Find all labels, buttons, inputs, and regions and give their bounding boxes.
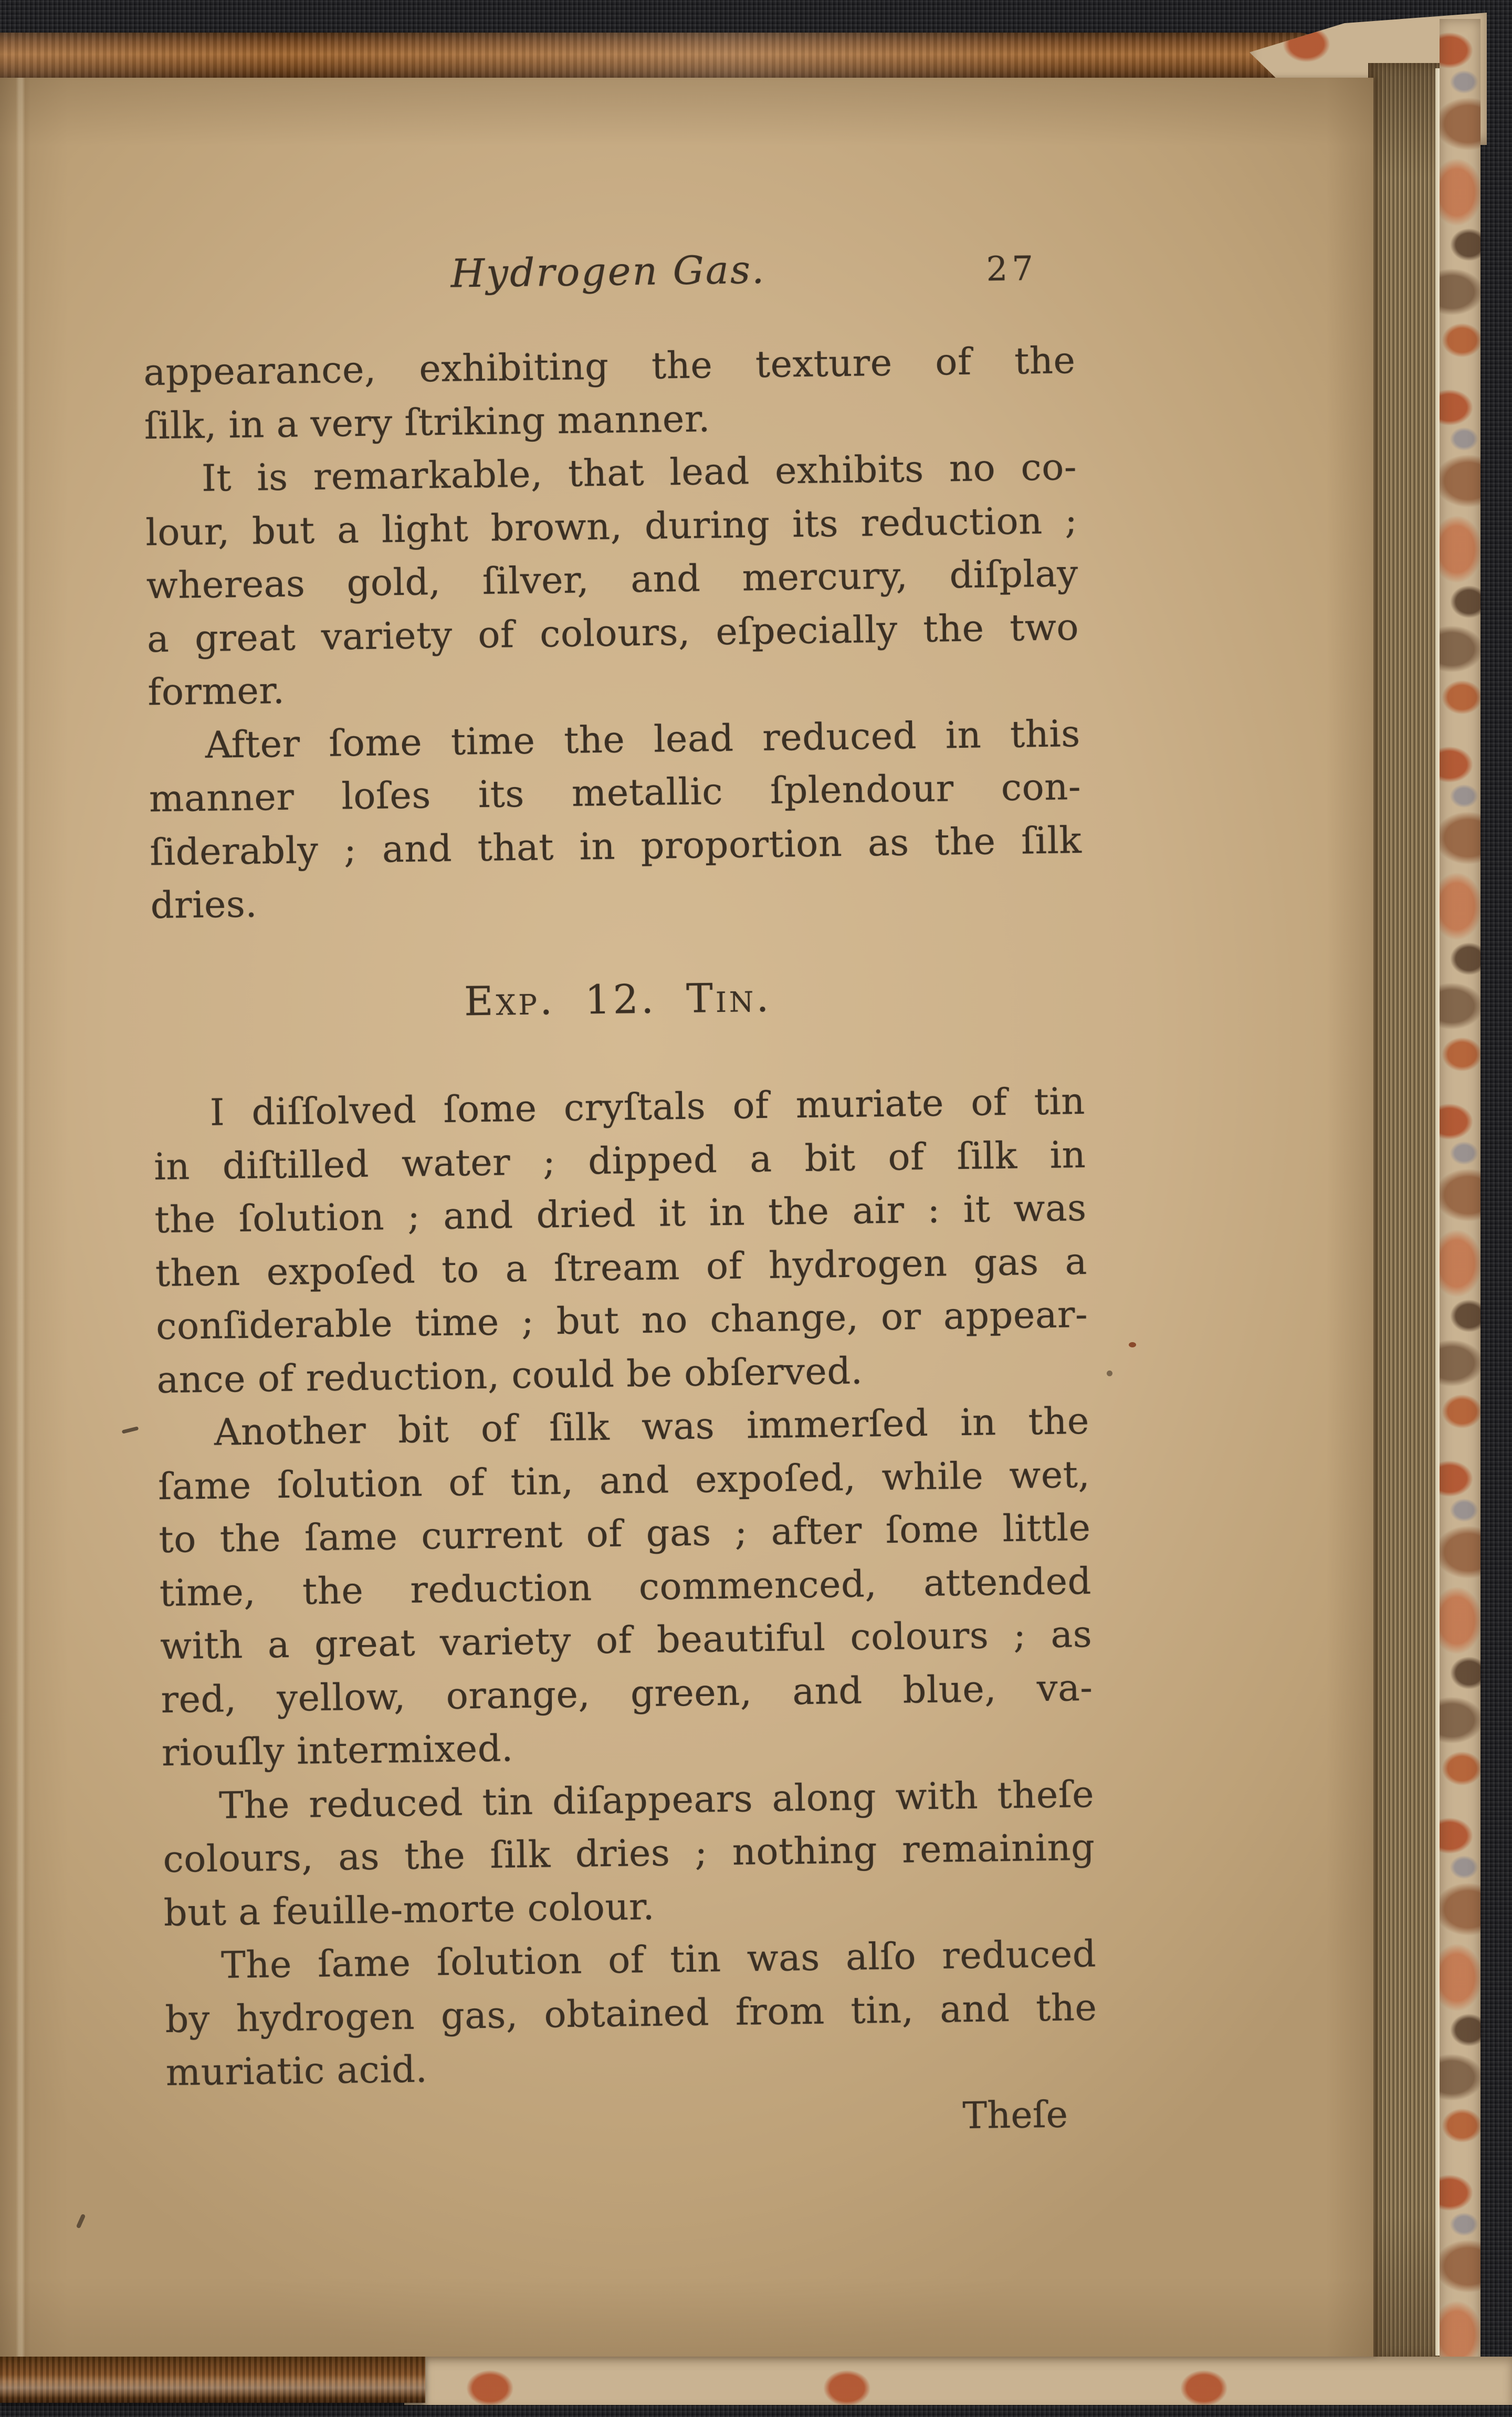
paragraph [143, 334, 1077, 453]
text-line: dries. [150, 882, 258, 927]
text-line: lour, but a light brown, during its reduction ; [145, 498, 1078, 554]
text-line: ſame ſolution of tin, and expoſed, while wet, [158, 1452, 1090, 1508]
text-line: Another bit of ſilk was immerſed in the [214, 1399, 1090, 1454]
paragraph [164, 1928, 1098, 2100]
text-line: red, yellow, orange, green, and blue, va- [161, 1666, 1093, 1721]
paragraph [144, 441, 1079, 719]
section-heading: Exp. 12. Tin. [464, 974, 772, 1024]
text-line: by hydrogen gas, obtained from tin, and the [164, 1985, 1097, 2041]
text-line: then expoſed to a ſtream of hydrogen gas a [155, 1239, 1088, 1295]
text-line: The ſame ſolution of tin was alſo reduced [220, 1932, 1097, 1987]
text-line: a great variety of colours, eſpecially the two [146, 605, 1079, 661]
page-text-layer [0, 69, 1388, 2366]
text-line: muriatic acid. [165, 2047, 428, 2095]
text-line: The reduced tin diſappears along with theſe [218, 1772, 1095, 1827]
text-line: colours, as the ſilk dries ; nothing remaining [162, 1825, 1095, 1881]
paragraph [148, 707, 1083, 933]
marbled-cover-bottom-strip [404, 2357, 1512, 2405]
text-line: I diſſolved ſome cryſtals of muriate of tin [209, 1079, 1086, 1134]
paragraph [153, 1075, 1089, 1407]
text-line: conſiderable time ; but no change, or appear- [155, 1292, 1088, 1348]
text-line: appearance, exhibiting the texture of the [143, 339, 1076, 394]
text-line: the ſolution ; and dried it in the air : it was [154, 1186, 1087, 1242]
text-line: but a feuille-morte colour. [163, 1885, 655, 1934]
catchword: Theſe [962, 2092, 1068, 2137]
text-line: ſiderably ; and that in proportion as the ſilk [149, 818, 1082, 874]
text-line: time, the reduction commenced, attended [159, 1559, 1092, 1615]
text-line: manner loſes its metallic ſplendour con- [149, 765, 1082, 821]
running-head-title: Hydrogen Gas. [450, 247, 766, 297]
text-line: After ſome time the lead reduced in this [205, 712, 1081, 767]
text-line: with a great variety of beautiful colours ; as [160, 1612, 1093, 1668]
paragraph [162, 1767, 1096, 1940]
page-number: 27 [986, 249, 1038, 289]
ink-speck [1129, 1342, 1136, 1347]
text-line: whereas gold, ſilver, and mercury, diſplay [146, 552, 1079, 608]
book-page [0, 78, 1373, 2357]
paragraph [157, 1395, 1094, 1780]
text-line: It is remarkable, that lead exhibits no co- [201, 445, 1077, 500]
text-line: riouſly intermixed. [161, 1727, 514, 1775]
text-line: to the ſame current of gas ; after ſome little [159, 1505, 1091, 1562]
text-line: ance of reduction, could be obſerved. [156, 1349, 863, 1401]
ink-speck [1107, 1370, 1112, 1376]
text-line: former. [147, 668, 285, 714]
text-line: ſilk, in a very ſtriking manner. [144, 396, 711, 447]
page-text [143, 334, 1099, 2153]
marbled-cover-edge-strip [1440, 19, 1480, 2405]
text-line: in diſtilled water ; dipped a bit of ſilk in [153, 1133, 1086, 1188]
